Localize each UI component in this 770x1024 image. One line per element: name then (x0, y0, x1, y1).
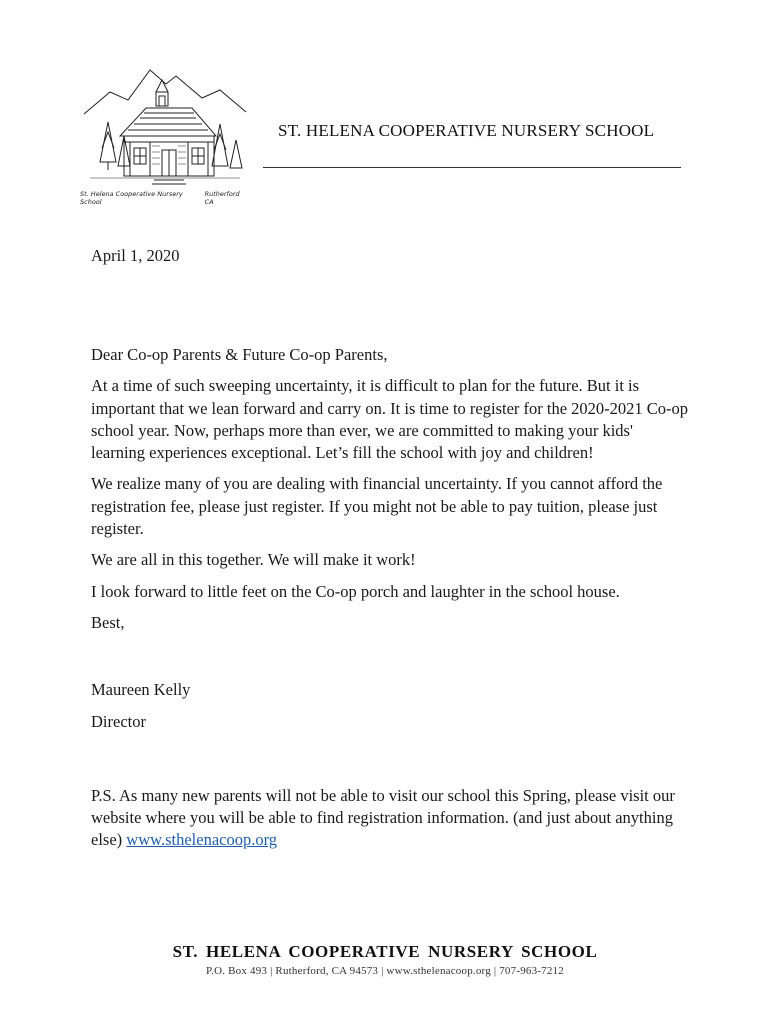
logo-caption-location: Rutherford CA (204, 190, 240, 206)
schoolhouse-drawing-icon (80, 62, 250, 190)
footer-school-name: ST. HELENA COOPERATIVE NURSERY SCHOOL (172, 942, 598, 961)
letter-date: April 1, 2020 (91, 246, 180, 265)
school-logo (80, 62, 250, 212)
paragraph-registration: At a time of such sweeping uncertainty, it is difficult to plan for the future. But it is important that we lean forward and carry on. It is time to register for the 2020-2021 Co-op school year. Now, perhaps more than ever, we are committed to making your kids' learning experiences exceptional. Let’s fill the school with joy and children! (91, 376, 689, 463)
website-link[interactable]: www.sthelenacoop.org (126, 830, 278, 850)
signature-space (91, 641, 691, 679)
letter-body (91, 344, 691, 861)
ps-space (91, 742, 691, 785)
letterhead-title: ST. HELENA COOPERATIVE NURSERY SCHOOL (278, 121, 655, 140)
logo-caption-school: St. Helena Cooperative Nursery School (80, 190, 183, 206)
postscript (91, 785, 691, 852)
logo-caption (80, 190, 250, 206)
paragraph-porch: I look forward to little feet on the Co-op porch and laughter in the school house. (91, 581, 620, 601)
closing: Best, (91, 612, 125, 632)
signer-title: Director (91, 711, 146, 731)
paragraph-together: We are all in this together. We will make it work! (91, 550, 416, 570)
letterhead-rule (263, 167, 681, 168)
letter-footer (0, 942, 770, 977)
signer-name: Maureen Kelly (91, 680, 191, 700)
footer-address: P.O. Box 493 | Rutherford, CA 94573 | www.sthelenacoop.org | 707-963-7212 (206, 965, 564, 977)
salutation: Dear Co-op Parents & Future Co-op Parents, (91, 345, 388, 364)
postscript-text: P.S. As many new parents will not be able to visit our school this Spring, please visit our website where you will be able to find registration information. (and just about anything else) (91, 785, 675, 850)
paragraph-financial: We realize many of you are dealing with financial uncertainty. If you cannot afford the registration fee, please just register. If you might not be able to pay tuition, please just register. (91, 474, 663, 539)
